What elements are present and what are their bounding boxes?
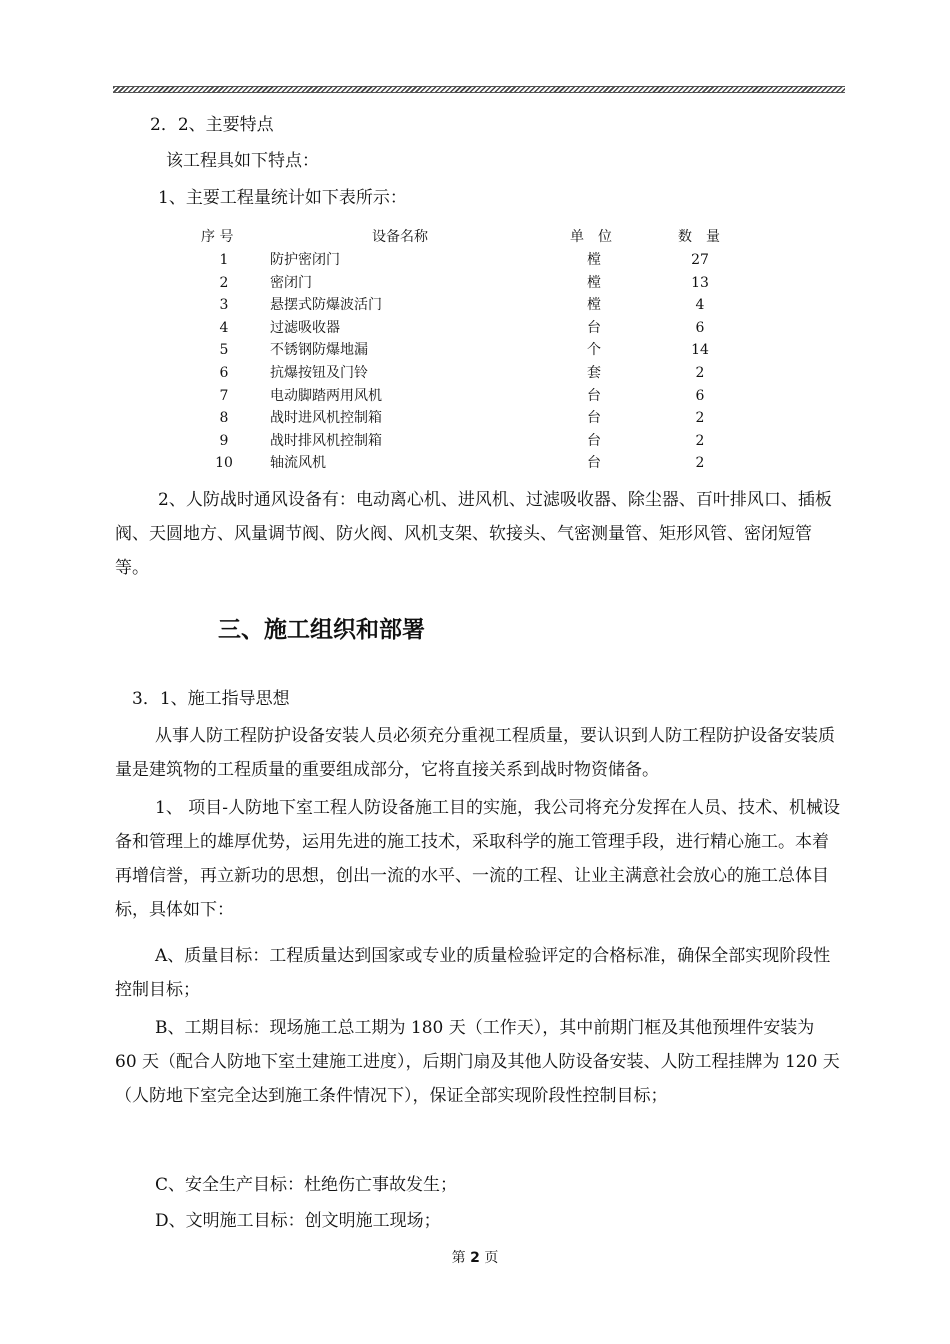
- table-cell-unit: 台: [587, 432, 601, 449]
- table-cell-name: 悬摆式防爆波活门: [270, 297, 382, 314]
- table-cell-qty: 14: [691, 342, 709, 359]
- table-cell-qty: 6: [695, 387, 705, 404]
- section-heading-3-1: 3．1、施工指导思想: [132, 689, 290, 709]
- table-cell-unit: 樘: [587, 274, 601, 291]
- table-cell-unit: 樘: [587, 252, 601, 268]
- table-cell-qty: 6: [695, 319, 705, 336]
- table-cell-qty: 4: [695, 297, 705, 314]
- table-cell-unit: 台: [587, 387, 601, 404]
- section-3-title: 三、施工组织和部署: [218, 617, 425, 643]
- table-header-qty: 数 量: [678, 229, 720, 245]
- table-cell-no: 5: [219, 342, 229, 359]
- intro-line: 该工程具如下特点：: [166, 151, 319, 171]
- table-cell-no: 2: [219, 274, 229, 291]
- table-cell-no: 7: [219, 387, 229, 404]
- table-cell-name: 不锈钢防爆地漏: [270, 342, 368, 359]
- list-item-1: 1、主要工程量统计如下表所示：: [158, 188, 407, 208]
- table-cell-qty: 2: [695, 432, 705, 449]
- footer-prefix: 第: [451, 1250, 471, 1266]
- table-cell-no: 10: [215, 455, 233, 472]
- page-footer: [0, 1247, 950, 1267]
- table-header-name: 设备名称: [372, 229, 428, 245]
- section-heading-2-2: 2．2、主要特点: [150, 115, 274, 135]
- paragraph-guiding-idea: 从事人防工程防护设备安装人员必须充分重视工程质量，要认识到人防工程防护设备安装质量是建筑物的工程质量的重要组成部分，它将直接关系到战时物资储备。: [115, 726, 835, 780]
- goal-schedule: B、工期目标：现场施工总工期为 180 天（工作天），其中前期门框及其他预埋件安装为 60 天（配合人防地下室土建施工进度），后期门扇及其他人防设备安装、人防工程挂牌为 120 天（人防地下室完全达到施工条件情况下），保证全部实现阶段性控制目标；: [115, 1018, 840, 1106]
- table-cell-name: 抗爆按钮及门铃: [270, 365, 368, 381]
- header-rule: [113, 86, 845, 93]
- table-cell-name: 战时排风机控制箱: [270, 432, 382, 449]
- table-cell-no: 6: [219, 365, 229, 381]
- table-cell-unit: 套: [587, 365, 601, 381]
- table-cell-qty: 2: [695, 365, 705, 381]
- table-cell-qty: 2: [695, 455, 705, 472]
- table-cell-qty: 13: [691, 274, 709, 291]
- table-cell-unit: 台: [587, 410, 601, 427]
- table-cell-name: 电动脚踏两用风机: [270, 387, 382, 404]
- table-header-unit: 单 位: [570, 229, 612, 245]
- table-cell-name: 过滤吸收器: [270, 319, 340, 336]
- list-item-2: 2、人防战时通风设备有：电动离心机、进风机、过滤吸收器、除尘器、百叶排风口、插板阀、天圆地方、风量调节阀、防火阀、风机支架、软接头、气密测量管、矩形风管、密闭短管等。: [115, 490, 832, 578]
- goal-safety: C、安全生产目标：杜绝伤亡事故发生；: [155, 1175, 458, 1195]
- table-cell-unit: 台: [587, 455, 601, 472]
- table-cell-unit: 个: [587, 342, 601, 359]
- table-cell-name: 密闭门: [270, 274, 312, 291]
- table-cell-name: 防护密闭门: [270, 252, 340, 268]
- paragraph-project-goal: 1、 项目-人防地下室工程人防设备施工目的实施，我公司将充分发挥在人员、技术、机械设备和管理上的雄厚优势，运用先进的施工技术，采取科学的施工管理手段，进行精心施工。本着再增信誉，再立新功的思想，创出一流的水平、一流的工程、让业主满意社会放心的施工总体目标，具体如下：: [115, 798, 840, 920]
- goal-quality: A、质量目标：工程质量达到国家或专业的质量检验评定的合格标准，确保全部实现阶段性控制目标；: [115, 946, 831, 1000]
- table-cell-unit: 台: [587, 319, 601, 336]
- table-cell-no: 3: [219, 297, 229, 314]
- table-cell-qty: 27: [691, 252, 709, 268]
- table-cell-name: 轴流风机: [270, 455, 326, 472]
- table-cell-no: 4: [219, 319, 229, 336]
- table-cell-no: 8: [219, 410, 229, 427]
- footer-suffix: 页: [479, 1250, 499, 1266]
- page-number: 2: [470, 1250, 480, 1266]
- table-header-no: 序 号: [201, 229, 234, 245]
- goal-civilized: D、文明施工目标：创文明施工现场；: [155, 1211, 441, 1231]
- table-cell-unit: 樘: [587, 297, 601, 314]
- table-cell-name: 战时进风机控制箱: [270, 410, 382, 427]
- table-cell-no: 9: [219, 432, 229, 449]
- table-cell-no: 1: [219, 252, 229, 268]
- table-cell-qty: 2: [695, 410, 705, 427]
